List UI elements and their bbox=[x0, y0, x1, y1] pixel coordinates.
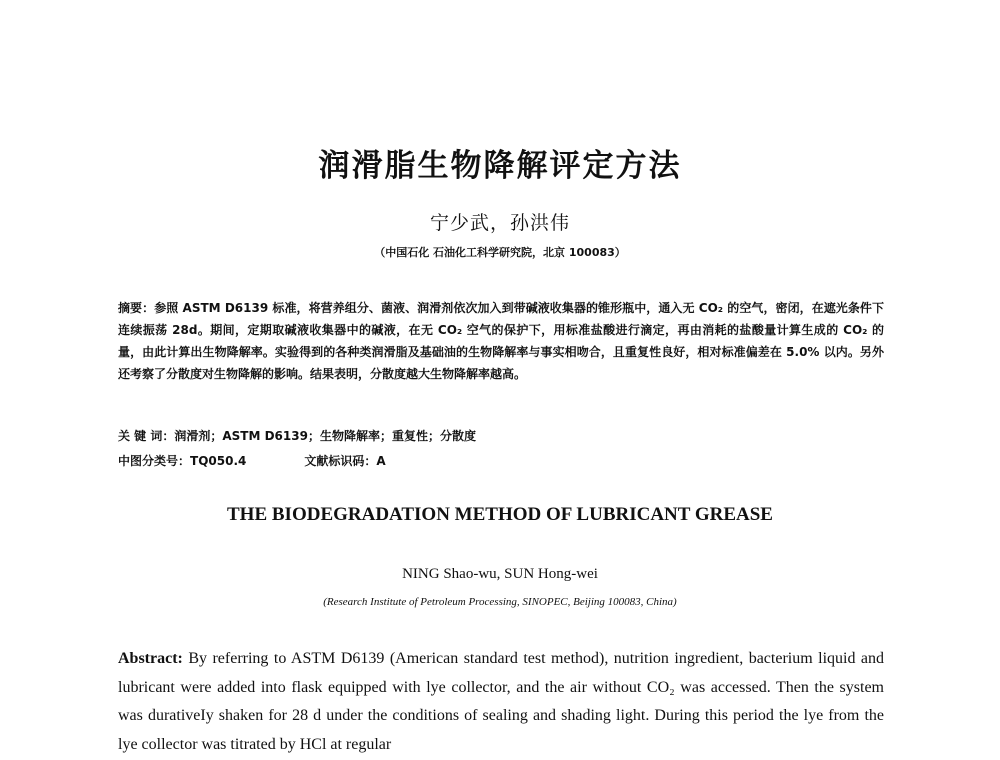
classification-line bbox=[118, 452, 386, 469]
english-title: THE BIODEGRADATION METHOD OF LUBRICANT GREASE bbox=[227, 504, 773, 525]
english-abstract bbox=[118, 645, 884, 759]
english-authors: NING Shao-wu, SUN Hong-wei bbox=[402, 566, 598, 582]
chinese-abstract bbox=[118, 297, 884, 385]
chinese-affiliation: （中国石化 石油化工科学研究院，北京 100083） bbox=[374, 246, 626, 259]
doc-code-label: 文献标识码： bbox=[304, 454, 377, 468]
english-abstract-label: Abstract: bbox=[118, 650, 183, 667]
doc-code-value: A bbox=[376, 454, 386, 468]
class-number-label: 中图分类号： bbox=[118, 454, 191, 468]
keywords-value: 润滑剂；ASTM D6139；生物降解率；重复性；分散度 bbox=[174, 429, 476, 443]
chinese-title: 润滑脂生物降解评定方法 bbox=[318, 148, 682, 184]
chinese-authors: 宁少武，孙洪伟 bbox=[429, 212, 570, 234]
english-abstract-text: By referring to ASTM D6139 (American standard test method), nutrition ingredient, bacterium liquid and lubricant were added into flask equipped with lye collector, and the air without CO₂ was accessed. Then the system was durativeIy shaken for 28 d under the conditions of sealing and shading light. During this period the lye from the lye collector was titrated by HCl at regular bbox=[118, 650, 885, 753]
chinese-abstract-text: 参照 ASTM D6139 标准，将营养组分、菌液、润滑剂依次加入到带碱液收集器的锥形瓶中，通入无 CO₂ 的空气，密闭，在遮光条件下连续振荡 28d。期间，定期取碱液收集器中的碱液，在无 CO₂ 空气的保护下，用标准盐酸进行滴定，再由消耗的盐酸量计算生成的 CO₂ 的量，由此计算出生物降解率。实验得到的各种类润滑脂及基础油的生物降解率与事实相吻合，且重复性良好，相对标准偏差在 5.0% 以内。另外还考察了分散度对生物降解的影响。结果表明，分散度越大生物降解率越高。 bbox=[118, 301, 884, 381]
chinese-abstract-label: 摘要： bbox=[118, 301, 155, 315]
english-affiliation: (Research Institute of Petroleum Processing, SINOPEC, Beijing 100083, China) bbox=[323, 596, 677, 608]
chinese-keywords bbox=[118, 427, 476, 444]
keywords-label: 关 键 词： bbox=[118, 429, 175, 443]
class-number-value: TQ050.4 bbox=[190, 454, 247, 468]
